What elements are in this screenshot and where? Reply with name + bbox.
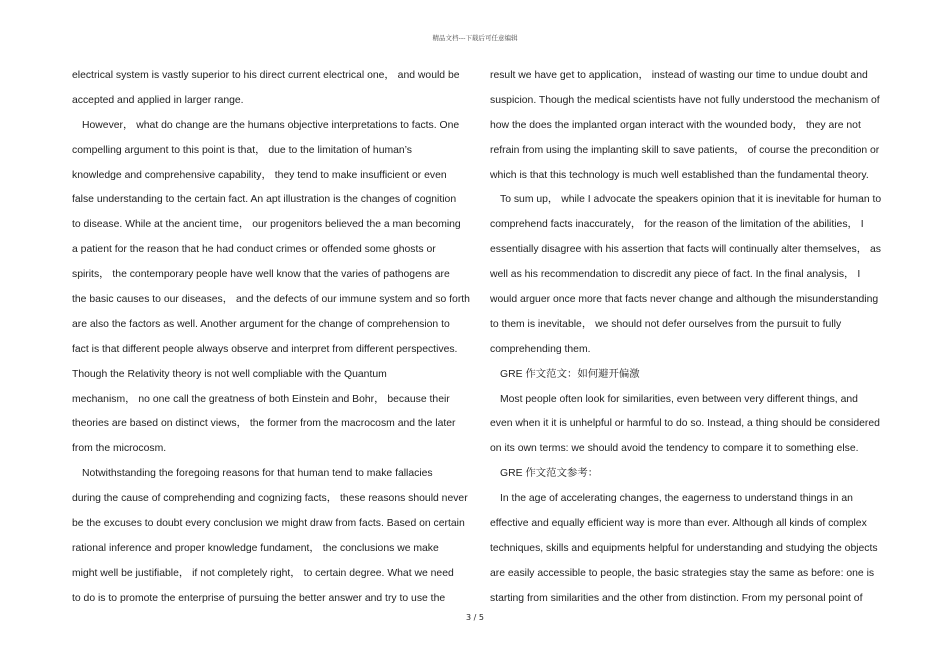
text-line: comprehending them. [490,343,591,355]
text-line: essentially disagree with his assertion that facts will continually alter themselves， as [490,244,881,256]
page-number: 3 / 5 [466,613,484,622]
text-line: spirits， the contemporary people have well know that the varies of pathogens are [72,269,450,281]
text-line: false understanding to the certain fact. An apt illustration is the changes of cognition [72,194,457,206]
text-line: techniques, skills and equipments helpful for understanding and studying the objects [490,542,878,554]
text-line: rational inference and proper knowledge fundament， the conclusions we make [72,542,439,554]
text-line: GRE 作文范文参考： [500,468,599,480]
text-line: comprehend facts inaccurately， for the reason of the limitation of the abilities， I [490,219,864,231]
text-line: Most people often look for similarities, even between very different things, and [500,393,858,405]
text-line: knowledge and comprehensive capability， they tend to make insufficient or even [72,169,447,181]
text-line: during the cause of comprehending and cognizing facts， these reasons should never [72,493,468,505]
text-line: result we have get to application， instead of wasting our time to undue doubt and [490,70,868,81]
text-line: be the excuses to doubt every conclusion we might draw from facts. Based on certain [72,518,465,530]
text-line: on its own terms: we should avoid the tendency to compare it to something else. [490,443,859,455]
text-line: which is that this technology is much well established than the fundamental theory. [490,169,869,181]
text-line: to them is inevitable， we should not defer ourselves from the pursuit to fully [490,318,842,330]
text-line: In the age of accelerating changes, the eagerness to understand things in an [500,493,853,505]
text-line: the basic causes to our diseases， and the defects of our immune system and so forth [72,294,470,306]
text-line: However， what do change are the humans objective interpretations to facts. One [82,119,460,131]
text-line: from the microcosm. [72,443,167,455]
text-line: to do is to promote the enterprise of pursuing the better answer and try to use the [72,592,446,604]
text-line: Notwithstanding the foregoing reasons for that human tend to make fallacies [82,468,433,480]
text-line: To sum up， while I advocate the speakers opinion that it is inevitable for human to [500,194,882,206]
text-line: refrain from using the implanting skill to save patients， of course the precondition or [490,144,880,156]
text-line: fact is that different people always observe and interpret from different perspectives. [72,343,458,355]
page-header: 精品文档---下载后可任意编辑 [432,34,518,42]
text-line: Though the Relativity theory is not well compliable with the Quantum [72,368,387,380]
text-line: a patient for the reason that he had conduct crimes or offended some ghosts or [72,244,436,256]
text-line: electrical system is vastly superior to his direct current electrical one， and would be [72,70,460,81]
text-line: how the does the implanted organ interact with the wounded body， they are not [490,119,861,131]
text-line: GRE 作文范文：如何避开偏激 [500,368,640,380]
text-line: are also the factors as well. Another argument for the change of comprehension to [72,318,450,330]
left-column [72,64,470,612]
text-line: accepted and applied in larger range. [72,94,244,106]
text-line: theories are based on distinct views， the former from the macrocosm and the later [72,418,456,430]
text-line: would arguer once more that facts never change and although the misunderstanding [490,294,879,306]
text-line: to disease. While at the ancient time， our progenitors believed the a man becoming [72,219,461,231]
text-line: suspicion. Though the medical scientists have not fully understood the mechanism of [490,94,880,106]
text-line: mechanism， no one call the greatness of both Einstein and Bohr， because their [72,393,450,405]
text-line: even when it it is unhelpful or harmful to do so. Instead, a thing should be considered [490,418,880,430]
text-line: compelling argument to this point is that， due to the limitation of human’s [72,144,412,156]
text-line: are easily accessible to people, the basic strategies stay the same as before: one is [490,567,875,579]
right-column [490,64,886,612]
text-line: starting from similarities and the other from distinction. From my personal point of [490,592,863,604]
text-line: effective and equally efficient way is more than ever. Although all kinds of complex [490,518,867,530]
text-line: well as his recommendation to discredit any piece of fact. In the final analysis， I [490,269,861,281]
text-line: might well be justifiable， if not completely right， to certain degree. What we need [72,567,454,579]
